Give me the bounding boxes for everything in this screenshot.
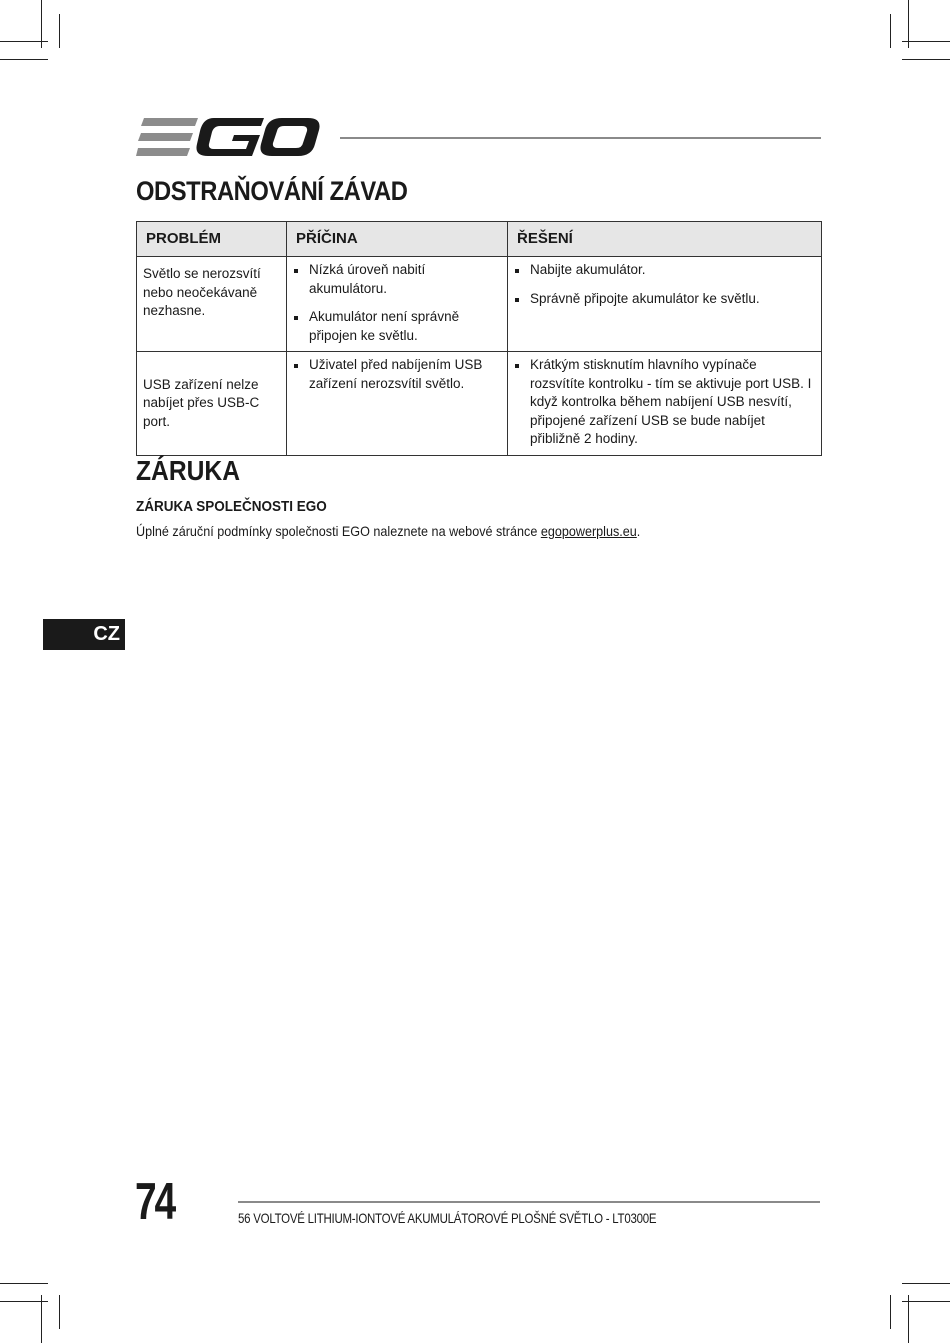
crop-mark: [59, 14, 60, 48]
crop-mark: [0, 1283, 48, 1284]
cause-item: Uživatel před nabíjením USB zařízení nerozsvítil světlo.: [293, 356, 501, 393]
problem-cell: [137, 352, 287, 456]
crop-mark: [0, 1301, 48, 1302]
page-title: ODSTRAŇOVÁNÍ ZÁVAD: [136, 176, 408, 206]
cause-list: [287, 257, 507, 351]
column-header-cause: PŘÍČINA: [287, 222, 508, 257]
crop-mark: [0, 41, 48, 42]
warranty-subheading: ZÁRUKA SPOLEČNOSTI EGO: [136, 498, 327, 515]
crop-mark: [908, 1295, 909, 1343]
cause-item: Akumulátor není správně připojen ke světlu.: [293, 308, 501, 345]
crop-mark: [890, 14, 891, 48]
problem-cell: [137, 257, 287, 352]
warranty-paragraph: [136, 523, 640, 539]
solution-item: Nabijte akumulátor.: [514, 261, 815, 280]
column-header-solution: ŘEŠENÍ: [508, 222, 822, 257]
crop-mark: [890, 1295, 891, 1329]
table-header-row: [137, 222, 822, 257]
solution-list: [508, 352, 821, 455]
crop-mark: [0, 59, 48, 60]
solution-item: Správně připojte akumulátor ke světlu.: [514, 290, 815, 309]
warranty-text: Úplné záruční podmínky společnosti EGO naleznete na webové stránce: [136, 523, 541, 539]
problem-text: USB zařízení nelze nabíjet přes USB-C port.: [143, 376, 260, 429]
crop-mark: [902, 59, 950, 60]
crop-mark: [902, 1301, 950, 1302]
problem-text: Světlo se nerozsvítí nebo neočekávaně nezhasne.: [143, 266, 261, 318]
ego-logo: [136, 114, 322, 160]
warranty-link[interactable]: egopowerplus.eu: [540, 523, 637, 539]
page-number: 74: [135, 1173, 174, 1231]
warranty-text-end: .: [636, 523, 641, 539]
cause-list: [287, 352, 507, 399]
cause-item: Nízká úroveň nabití akumulátoru.: [293, 261, 501, 298]
table-row: [137, 257, 822, 352]
column-header-problem: PROBLÉM: [137, 222, 287, 257]
footer-rule: [238, 1201, 820, 1203]
cause-cell: [287, 257, 508, 352]
solution-cell: [508, 352, 822, 456]
crop-mark: [902, 1283, 950, 1284]
troubleshooting-table: [136, 221, 822, 456]
language-tab: CZ: [43, 619, 125, 650]
crop-mark: [41, 1295, 42, 1343]
crop-mark: [59, 1295, 60, 1329]
solution-list: [508, 257, 821, 314]
footer-product-name: 56 VOLTOVÉ LITHIUM-IONTOVÉ AKUMULÁTOROVÉ PLOŠNÉ SVĚTLO - LT0300E: [238, 1210, 657, 1226]
warranty-heading: ZÁRUKA: [136, 455, 241, 486]
table-row: [137, 352, 822, 456]
cause-cell: [287, 352, 508, 456]
header-rule: [340, 137, 821, 139]
crop-mark: [902, 41, 950, 42]
solution-item: Krátkým stisknutím hlavního vypínače rozsvítíte kontrolku - tím se aktivuje port USB. I když kontrolka během nabíjení USB nesvítí, připojené zařízení USB se bude nabíjet přibližně 2 hodiny.: [514, 356, 815, 449]
solution-cell: [508, 257, 822, 352]
